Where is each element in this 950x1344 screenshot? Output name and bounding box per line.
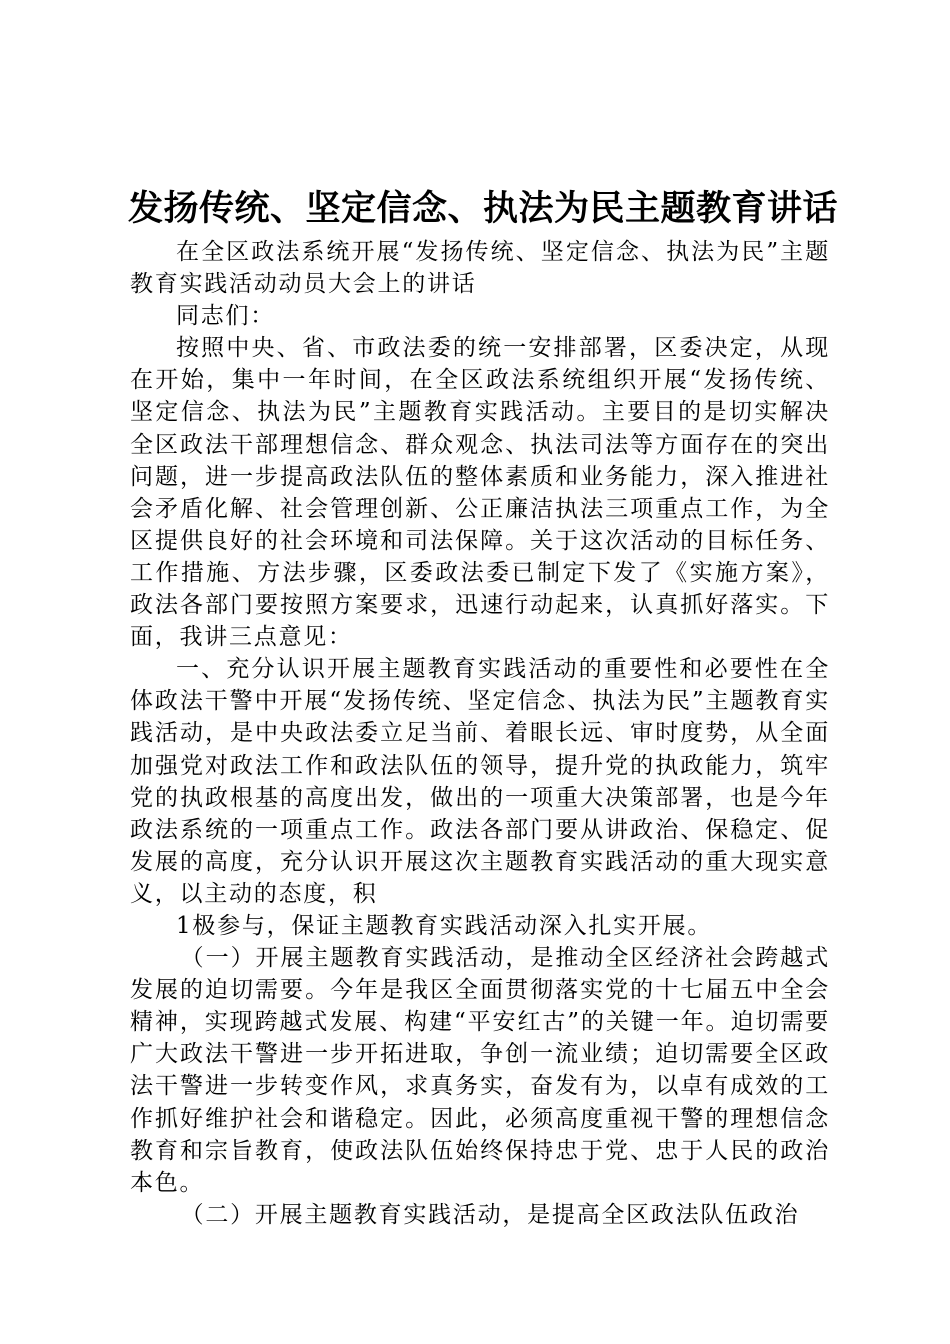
intro-paragraph: 按照中央、省、市政法委的统一安排部署，区委决定，从现在开始，集中一年时间，在全区政法系统组织开展“发扬传统、坚定信念、执法为民”主题教育实践活动。主要目的是切实解决全区政法干部理想信念、群众观念、执法司法等方面存在的突出问题，进一步提高政法队伍的整体素质和业务能力，深入推进社会矛盾化解、社会管理创新、公正廉洁执法三项重点工作，为全区提供良好的社会环境和司法保障。关于这次活动的目标任务、工作措施、方法步骤，区委政法委已制定下发了《实施方案》，政法各部门要按照方案要求，迅速行动起来，认真抓好落实。下面，我讲三点意见： [130, 335, 830, 651]
subtitle-paragraph: 在全区政法系统开展“发扬传统、坚定信念、执法为民”主题教育实践活动动员大会上的讲话 [130, 239, 830, 298]
page-break-paragraph: 1极参与，保证主题教育实践活动深入扎实开展。 [176, 912, 713, 939]
subsection-one-paragraph: （一）开展主题教育实践活动，是推动全区经济社会跨越式发展的迫切需要。今年是我区全面贯彻落实党的十七届五中全会精神，实现跨越式发展、构建“平安红古”的关键一年。迫切需要广大政法干警进一步开拓进取，争创一流业绩；迫切需要全区政法干警进一步转变作风，求真务实，奋发有为，以卓有成效的工作抓好维护社会和谐稳定。因此，必须高度重视干警的理想信念教育和宗旨教育，使政法队伍始终保持忠于党、忠于人民的政治本色。 [130, 945, 830, 1196]
salutation-paragraph: 同志们： [176, 303, 275, 330]
document-title: 发扬传统、坚定信念、执法为民主题教育讲话 [128, 188, 839, 229]
section-one-paragraph: 一、充分认识开展主题教育实践活动的重要性和必要性在全体政法干警中开展“发扬传统、坚定信念、执法为民”主题教育实践活动，是中央政法委立足当前、着眼长远、审时度势，从全面加强党对政法工作和政法队伍的领导，提升党的执政能力，筑牢党的执政根基的高度出发，做出的一项重大决策部署，也是今年政法系统的一项重点工作。政法各部门要从讲政治、保稳定、促发展的高度，充分认识开展这次主题教育实践活动的重大现实意义，以主动的态度，积 [130, 656, 830, 907]
subsection-two-paragraph: （二）开展主题教育实践活动，是提高全区政法队伍政治 [180, 1201, 800, 1228]
document-body [130, 236, 830, 1231]
